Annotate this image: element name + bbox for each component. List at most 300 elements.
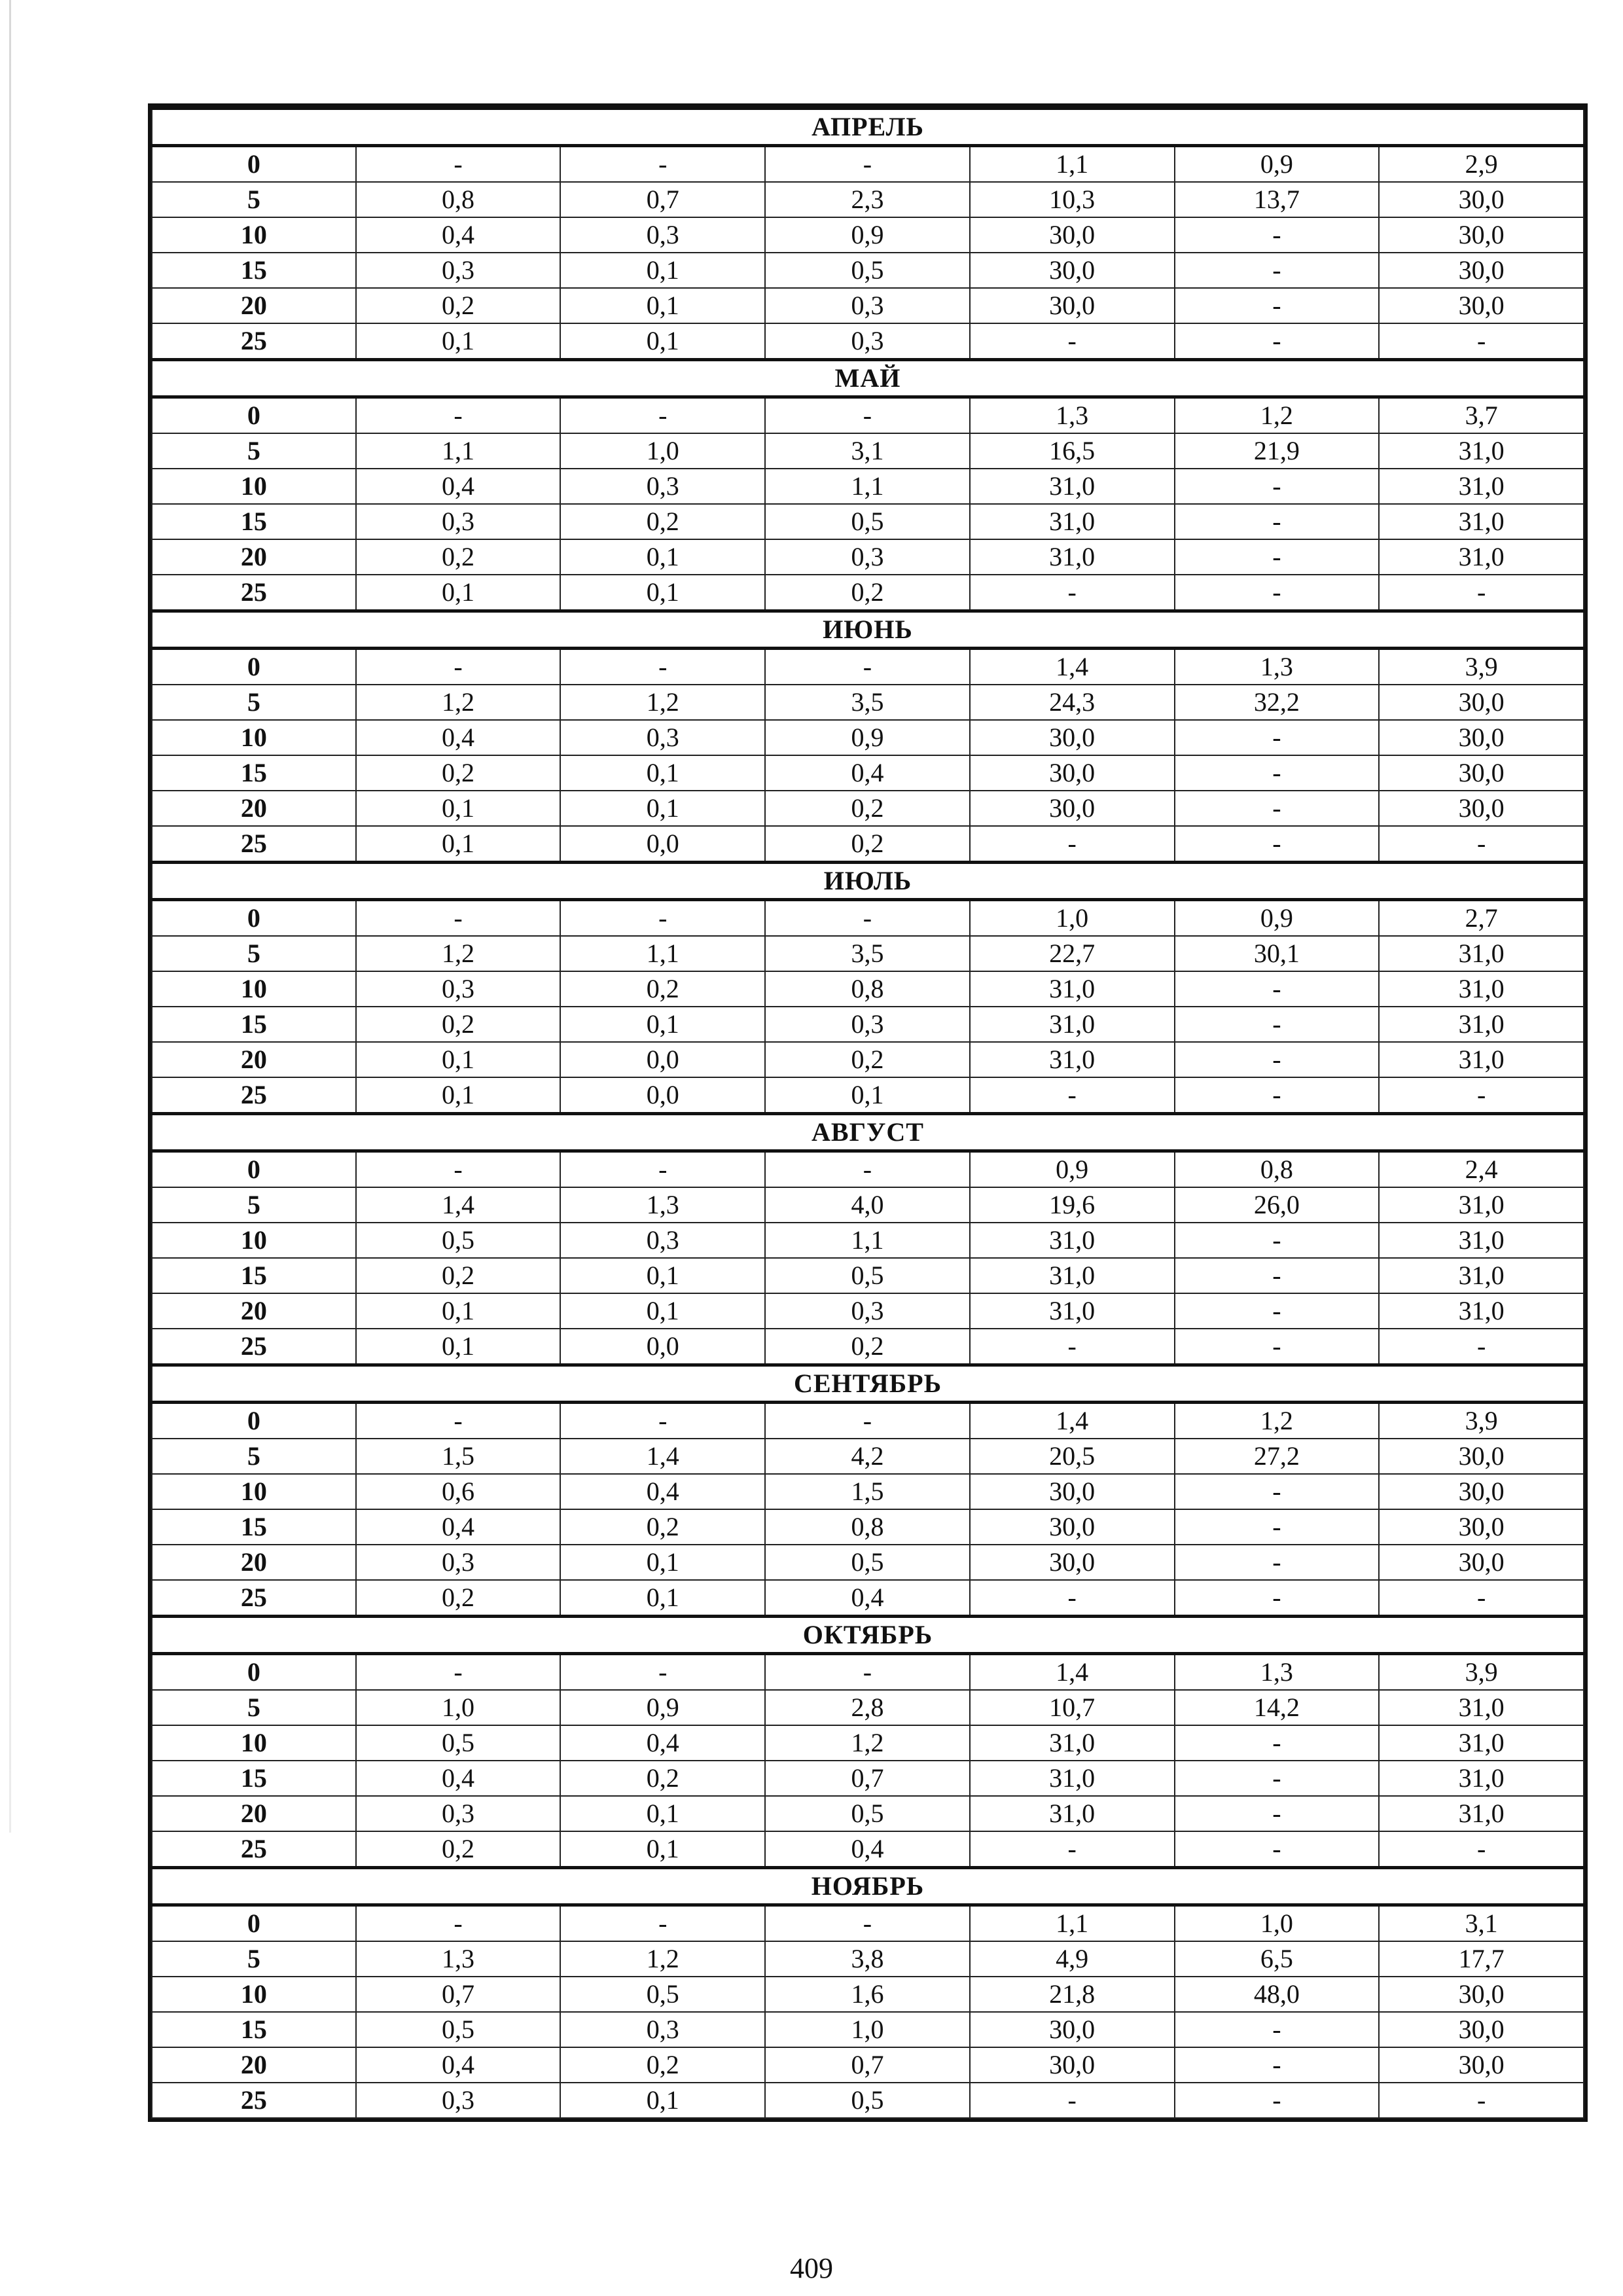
value-cell: 0,4 <box>356 469 561 504</box>
table-row <box>152 1725 1584 1761</box>
depth-cell: 15 <box>152 1258 356 1293</box>
value-cell: 0,3 <box>356 253 561 288</box>
value-cell: 2,8 <box>765 1690 970 1725</box>
value-cell: 0,1 <box>560 1831 765 1868</box>
value-cell: 0,5 <box>765 1545 970 1580</box>
value-cell: - <box>1175 755 1380 791</box>
value-cell: - <box>1175 1761 1380 1796</box>
value-cell: 1,2 <box>356 936 561 971</box>
value-cell: 1,4 <box>560 1439 765 1474</box>
table-row <box>152 1761 1584 1796</box>
value-cell: - <box>1175 971 1380 1007</box>
value-cell: 0,3 <box>765 1007 970 1042</box>
value-cell: 0,2 <box>560 2047 765 2083</box>
value-cell: 1,1 <box>765 1223 970 1258</box>
value-cell: 0,2 <box>356 539 561 575</box>
value-cell: - <box>356 649 561 685</box>
depth-cell: 15 <box>152 2012 356 2047</box>
value-cell: 0,3 <box>356 504 561 539</box>
table-row <box>152 936 1584 971</box>
value-cell: 30,0 <box>1379 288 1584 323</box>
value-cell: 0,9 <box>1175 146 1380 183</box>
value-cell: 0,2 <box>356 1007 561 1042</box>
month-header: ОКТЯБРЬ <box>152 1617 1584 1654</box>
value-cell: 30,0 <box>970 288 1175 323</box>
value-cell: - <box>560 397 765 434</box>
value-cell: 27,2 <box>1175 1439 1380 1474</box>
value-cell: 0,2 <box>356 755 561 791</box>
value-cell: 31,0 <box>1379 971 1584 1007</box>
value-cell: 1,4 <box>356 1187 561 1223</box>
value-cell: - <box>1175 826 1380 863</box>
value-cell: 1,0 <box>970 900 1175 937</box>
depth-cell: 20 <box>152 1042 356 1077</box>
value-cell: 0,3 <box>356 971 561 1007</box>
value-cell: - <box>356 900 561 937</box>
depth-cell: 20 <box>152 288 356 323</box>
value-cell: 3,1 <box>765 433 970 469</box>
value-cell: 22,7 <box>970 936 1175 971</box>
value-cell: 0,7 <box>560 182 765 217</box>
value-cell: - <box>765 1403 970 1439</box>
value-cell: 31,0 <box>1379 539 1584 575</box>
value-cell: 2,3 <box>765 182 970 217</box>
value-cell: 31,0 <box>1379 1796 1584 1831</box>
value-cell: 0,9 <box>1175 900 1380 937</box>
value-cell: - <box>1175 469 1380 504</box>
month-header-row <box>152 863 1584 900</box>
value-cell: 31,0 <box>1379 1187 1584 1223</box>
value-cell: - <box>1175 1725 1380 1761</box>
value-cell: 30,0 <box>970 1474 1175 1509</box>
value-cell: 30,0 <box>970 1509 1175 1545</box>
value-cell: 1,1 <box>356 433 561 469</box>
table-row <box>152 146 1584 183</box>
depth-cell: 10 <box>152 1474 356 1509</box>
value-cell: 0,1 <box>560 288 765 323</box>
value-cell: - <box>1175 1509 1380 1545</box>
value-cell: 0,1 <box>356 791 561 826</box>
value-cell: 0,5 <box>765 2083 970 2118</box>
value-cell: 3,8 <box>765 1941 970 1977</box>
value-cell: 31,0 <box>1379 504 1584 539</box>
value-cell: - <box>1175 253 1380 288</box>
depth-cell: 25 <box>152 323 356 360</box>
value-cell: 1,0 <box>765 2012 970 2047</box>
value-cell: 3,9 <box>1379 649 1584 685</box>
value-cell: - <box>356 397 561 434</box>
value-cell: 30,0 <box>1379 1509 1584 1545</box>
depth-cell: 15 <box>152 253 356 288</box>
value-cell: 1,0 <box>1175 1905 1380 1942</box>
month-header-row <box>152 1365 1584 1403</box>
value-cell: - <box>1175 791 1380 826</box>
page-number: 409 <box>790 2252 833 2284</box>
value-cell: 0,1 <box>560 539 765 575</box>
value-cell: 0,0 <box>560 1042 765 1077</box>
value-cell: 31,0 <box>970 504 1175 539</box>
value-cell: 0,2 <box>765 826 970 863</box>
depth-cell: 25 <box>152 1077 356 1114</box>
value-cell: 31,0 <box>970 1796 1175 1831</box>
value-cell: - <box>1175 2047 1380 2083</box>
value-cell: 3,9 <box>1379 1654 1584 1691</box>
value-cell: 17,7 <box>1379 1941 1584 1977</box>
value-cell: 30,0 <box>1379 1439 1584 1474</box>
table-row <box>152 2047 1584 2083</box>
value-cell: 31,0 <box>970 1007 1175 1042</box>
table-row <box>152 1329 1584 1365</box>
value-cell: - <box>1175 288 1380 323</box>
depth-cell: 5 <box>152 1439 356 1474</box>
value-cell: 1,5 <box>356 1439 561 1474</box>
value-cell: - <box>1175 539 1380 575</box>
depth-cell: 0 <box>152 1403 356 1439</box>
table-row <box>152 1690 1584 1725</box>
value-cell: - <box>970 826 1175 863</box>
depth-cell: 0 <box>152 1905 356 1942</box>
depth-cell: 25 <box>152 2083 356 2118</box>
value-cell: 1,2 <box>560 1941 765 1977</box>
value-cell: - <box>765 146 970 183</box>
value-cell: - <box>970 1831 1175 1868</box>
table-row <box>152 1796 1584 1831</box>
value-cell: - <box>560 900 765 937</box>
value-cell: 30,0 <box>1379 2047 1584 2083</box>
value-cell: - <box>356 1151 561 1188</box>
value-cell: 0,4 <box>765 755 970 791</box>
depth-cell: 15 <box>152 755 356 791</box>
value-cell: - <box>970 323 1175 360</box>
depth-cell: 15 <box>152 1761 356 1796</box>
table-row <box>152 1474 1584 1509</box>
table-row <box>152 504 1584 539</box>
table-row <box>152 217 1584 253</box>
table-row <box>152 1007 1584 1042</box>
depth-cell: 20 <box>152 791 356 826</box>
depth-cell: 15 <box>152 504 356 539</box>
value-cell: 0,0 <box>560 1077 765 1114</box>
table-row <box>152 649 1584 685</box>
value-cell: - <box>1175 504 1380 539</box>
value-cell: 1,1 <box>970 1905 1175 1942</box>
value-cell: 31,0 <box>970 539 1175 575</box>
value-cell: 1,4 <box>970 1654 1175 1691</box>
month-header-row <box>152 1114 1584 1151</box>
value-cell: - <box>1175 323 1380 360</box>
value-cell: 0,2 <box>560 971 765 1007</box>
value-cell: - <box>1379 1329 1584 1365</box>
value-cell: 0,3 <box>765 1293 970 1329</box>
depth-cell: 0 <box>152 1151 356 1188</box>
table-row <box>152 1545 1584 1580</box>
depth-cell: 0 <box>152 397 356 434</box>
value-cell: 3,5 <box>765 936 970 971</box>
value-cell: 30,0 <box>1379 1474 1584 1509</box>
value-cell: 30,0 <box>1379 1977 1584 2012</box>
value-cell: 0,4 <box>560 1474 765 1509</box>
value-cell: 31,0 <box>970 1761 1175 1796</box>
depth-cell: 5 <box>152 1941 356 1977</box>
value-cell: 0,3 <box>356 2083 561 2118</box>
value-cell: 0,2 <box>356 1258 561 1293</box>
value-cell: 30,0 <box>1379 2012 1584 2047</box>
value-cell: - <box>356 1905 561 1942</box>
value-cell: 0,8 <box>1175 1151 1380 1188</box>
value-cell: 14,2 <box>1175 1690 1380 1725</box>
value-cell: 0,2 <box>765 1329 970 1365</box>
value-cell: 0,3 <box>765 288 970 323</box>
value-cell: - <box>560 649 765 685</box>
value-cell: 30,0 <box>970 2012 1175 2047</box>
value-cell: 0,2 <box>356 1580 561 1617</box>
value-cell: 0,7 <box>765 2047 970 2083</box>
value-cell: 30,0 <box>1379 755 1584 791</box>
value-cell: 10,7 <box>970 1690 1175 1725</box>
value-cell: 4,2 <box>765 1439 970 1474</box>
value-cell: 0,2 <box>560 1509 765 1545</box>
month-header-row <box>152 109 1584 146</box>
table-row <box>152 1439 1584 1474</box>
value-cell: 0,5 <box>356 2012 561 2047</box>
value-cell: 4,0 <box>765 1187 970 1223</box>
depth-cell: 5 <box>152 433 356 469</box>
value-cell: 0,1 <box>560 1258 765 1293</box>
month-header: АВГУСТ <box>152 1114 1584 1151</box>
value-cell: 30,0 <box>1379 791 1584 826</box>
value-cell: 26,0 <box>1175 1187 1380 1223</box>
value-cell: 31,0 <box>1379 1690 1584 1725</box>
table-row <box>152 1654 1584 1691</box>
value-cell: - <box>1175 1077 1380 1114</box>
table-row <box>152 539 1584 575</box>
value-cell: 30,0 <box>1379 720 1584 755</box>
depth-cell: 5 <box>152 182 356 217</box>
value-cell: 13,7 <box>1175 182 1380 217</box>
depth-cell: 5 <box>152 936 356 971</box>
value-cell: 1,6 <box>765 1977 970 2012</box>
value-cell: 1,2 <box>560 685 765 720</box>
table-row <box>152 469 1584 504</box>
value-cell: 1,3 <box>356 1941 561 1977</box>
value-cell: 1,2 <box>356 685 561 720</box>
value-cell: 0,4 <box>356 1509 561 1545</box>
value-cell: 3,5 <box>765 685 970 720</box>
value-cell: 30,0 <box>970 1545 1175 1580</box>
value-cell: 30,0 <box>1379 1545 1584 1580</box>
value-cell: 0,3 <box>560 2012 765 2047</box>
value-cell: - <box>970 575 1175 611</box>
value-cell: 30,0 <box>1379 217 1584 253</box>
value-cell: 0,3 <box>560 469 765 504</box>
value-cell: - <box>970 2083 1175 2118</box>
value-cell: 0,1 <box>560 1293 765 1329</box>
value-cell: 31,0 <box>1379 1761 1584 1796</box>
depth-cell: 25 <box>152 826 356 863</box>
depth-cell: 10 <box>152 1223 356 1258</box>
value-cell: 0,3 <box>356 1796 561 1831</box>
value-cell: - <box>356 146 561 183</box>
value-cell: - <box>765 649 970 685</box>
table-row <box>152 1941 1584 1977</box>
value-cell: 32,2 <box>1175 685 1380 720</box>
value-cell: - <box>1379 826 1584 863</box>
table-row <box>152 900 1584 937</box>
value-cell: 0,5 <box>356 1223 561 1258</box>
value-cell: - <box>970 1077 1175 1114</box>
table-row <box>152 433 1584 469</box>
value-cell: 0,2 <box>765 575 970 611</box>
value-cell: - <box>765 1151 970 1188</box>
depth-cell: 20 <box>152 2047 356 2083</box>
table-row <box>152 720 1584 755</box>
value-cell: 0,1 <box>356 1042 561 1077</box>
value-cell: 0,3 <box>560 720 765 755</box>
value-cell: 1,3 <box>1175 649 1380 685</box>
page-binding-edge <box>9 0 11 1833</box>
value-cell: 0,5 <box>765 504 970 539</box>
value-cell: - <box>1175 2012 1380 2047</box>
value-cell: 1,3 <box>560 1187 765 1223</box>
value-cell: 10,3 <box>970 182 1175 217</box>
value-cell: 1,4 <box>970 649 1175 685</box>
value-cell: - <box>1379 1077 1584 1114</box>
value-cell: 6,5 <box>1175 1941 1380 1977</box>
value-cell: - <box>560 1654 765 1691</box>
month-header-row <box>152 1868 1584 1905</box>
depth-cell: 10 <box>152 720 356 755</box>
month-header: СЕНТЯБРЬ <box>152 1365 1584 1403</box>
depth-cell: 5 <box>152 685 356 720</box>
depth-cell: 25 <box>152 1580 356 1617</box>
value-cell: 0,4 <box>356 1761 561 1796</box>
value-cell: 2,7 <box>1379 900 1584 937</box>
value-cell: 31,0 <box>1379 1293 1584 1329</box>
value-cell: 0,9 <box>970 1151 1175 1188</box>
value-cell: 0,1 <box>560 2083 765 2118</box>
value-cell: 0,5 <box>765 253 970 288</box>
value-cell: 31,0 <box>970 1258 1175 1293</box>
value-cell: 1,2 <box>1175 397 1380 434</box>
table-row <box>152 1187 1584 1223</box>
table-row <box>152 2083 1584 2118</box>
value-cell: 16,5 <box>970 433 1175 469</box>
value-cell: 0,0 <box>560 1329 765 1365</box>
value-cell: - <box>1175 1223 1380 1258</box>
value-cell: 30,0 <box>970 217 1175 253</box>
value-cell: 0,1 <box>560 1796 765 1831</box>
value-cell: - <box>1175 1580 1380 1617</box>
value-cell: 1,4 <box>970 1403 1175 1439</box>
value-cell: 0,6 <box>356 1474 561 1509</box>
value-cell: 0,5 <box>765 1796 970 1831</box>
value-cell: - <box>765 1654 970 1691</box>
value-cell: 1,3 <box>970 397 1175 434</box>
value-cell: - <box>1175 1329 1380 1365</box>
value-cell: 31,0 <box>970 971 1175 1007</box>
value-cell: 0,1 <box>560 791 765 826</box>
value-cell: 0,5 <box>356 1725 561 1761</box>
value-cell: 30,0 <box>970 253 1175 288</box>
table-row <box>152 1509 1584 1545</box>
depth-cell: 5 <box>152 1690 356 1725</box>
value-cell: 0,8 <box>765 971 970 1007</box>
depth-cell: 25 <box>152 575 356 611</box>
value-cell: 30,0 <box>1379 182 1584 217</box>
value-cell: 21,8 <box>970 1977 1175 2012</box>
value-cell: 0,1 <box>356 1077 561 1114</box>
depth-cell: 10 <box>152 469 356 504</box>
depth-cell: 20 <box>152 1796 356 1831</box>
data-table <box>151 107 1584 2119</box>
value-cell: 19,6 <box>970 1187 1175 1223</box>
value-cell: 31,0 <box>970 1223 1175 1258</box>
value-cell: 21,9 <box>1175 433 1380 469</box>
value-cell: 0,1 <box>356 826 561 863</box>
value-cell: 0,2 <box>765 791 970 826</box>
value-cell: - <box>970 1329 1175 1365</box>
value-cell: 0,1 <box>356 1329 561 1365</box>
table-row <box>152 288 1584 323</box>
depth-cell: 0 <box>152 649 356 685</box>
value-cell: 20,5 <box>970 1439 1175 1474</box>
value-cell: 0,0 <box>560 826 765 863</box>
value-cell: 0,1 <box>560 323 765 360</box>
value-cell: 0,1 <box>560 575 765 611</box>
value-cell: 31,0 <box>1379 1223 1584 1258</box>
value-cell: - <box>1379 1831 1584 1868</box>
value-cell: 0,3 <box>560 217 765 253</box>
depth-cell: 10 <box>152 217 356 253</box>
value-cell: 0,5 <box>560 1977 765 2012</box>
depth-cell: 25 <box>152 1329 356 1365</box>
value-cell: 0,7 <box>765 1761 970 1796</box>
value-cell: 31,0 <box>1379 1042 1584 1077</box>
table-row <box>152 971 1584 1007</box>
table-row <box>152 182 1584 217</box>
value-cell: 0,5 <box>765 1258 970 1293</box>
value-cell: 1,5 <box>765 1474 970 1509</box>
table-row <box>152 253 1584 288</box>
depth-cell: 20 <box>152 1293 356 1329</box>
value-cell: - <box>1175 1545 1380 1580</box>
value-cell: - <box>560 146 765 183</box>
value-cell: - <box>1379 323 1584 360</box>
value-cell: 2,4 <box>1379 1151 1584 1188</box>
value-cell: 1,2 <box>1175 1403 1380 1439</box>
value-cell: 0,1 <box>356 575 561 611</box>
value-cell: 0,4 <box>356 2047 561 2083</box>
value-cell: 4,9 <box>970 1941 1175 1977</box>
value-cell: 0,4 <box>765 1831 970 1868</box>
table-row <box>152 1223 1584 1258</box>
value-cell: 0,1 <box>560 253 765 288</box>
value-cell: - <box>1175 1007 1380 1042</box>
value-cell: 48,0 <box>1175 1977 1380 2012</box>
value-cell: 30,0 <box>1379 253 1584 288</box>
depth-cell: 10 <box>152 1977 356 2012</box>
value-cell: 31,0 <box>970 1042 1175 1077</box>
value-cell: 0,2 <box>765 1042 970 1077</box>
value-cell: - <box>765 900 970 937</box>
depth-cell: 0 <box>152 146 356 183</box>
depth-cell: 20 <box>152 539 356 575</box>
value-cell: 0,4 <box>356 720 561 755</box>
value-cell: - <box>1379 575 1584 611</box>
value-cell: - <box>1175 217 1380 253</box>
table-row <box>152 755 1584 791</box>
depth-cell: 15 <box>152 1007 356 1042</box>
